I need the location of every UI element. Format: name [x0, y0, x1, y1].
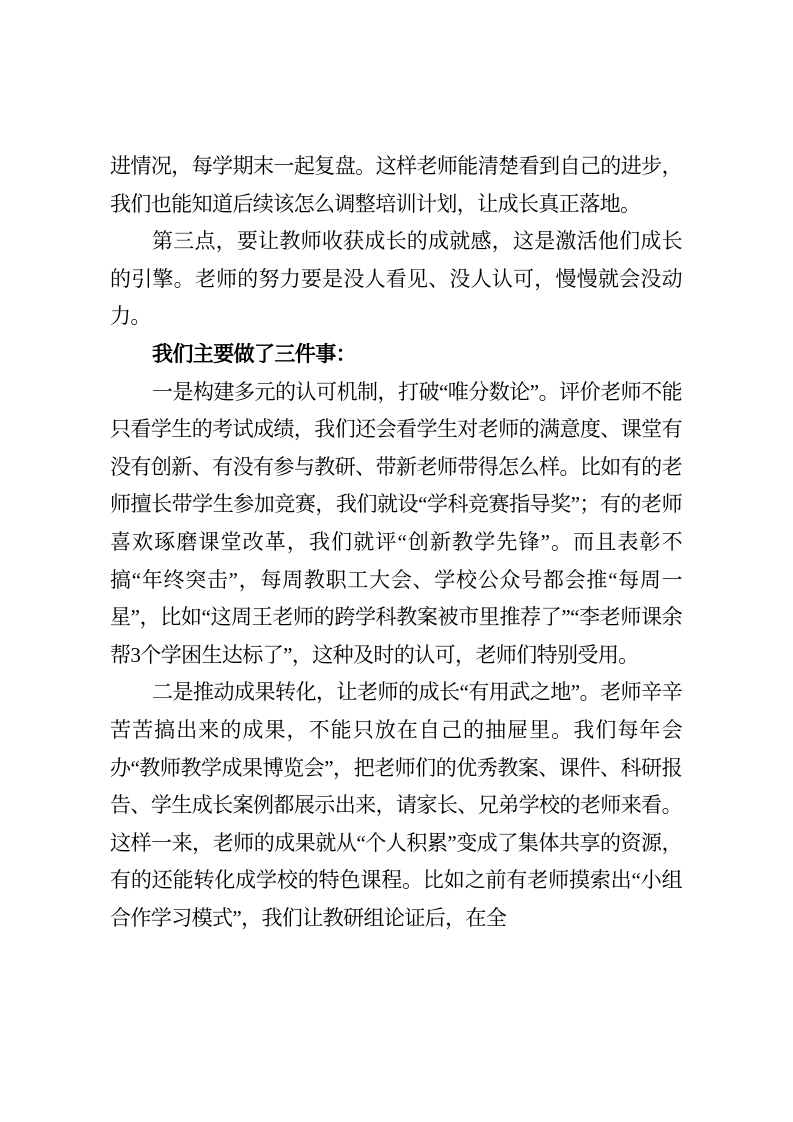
paragraph-heading-three-things: 我们主要做了三件事： — [152, 341, 356, 366]
paragraph-continuation: 进情况，每学期末一起复盘。这样老师能清楚看到自己的进步，我们也能知道后续该怎么调整培训计划，让成长真正落地。 — [110, 154, 682, 216]
paragraph-first-measure: 一是构建多元的认可机制，打破“唯分数论”。评价老师不能只看学生的考试成绩，我们还会看学生对老师的满意度、课堂有没有创新、有没有参与教研、带新老师带得怎么样。比如有的老师擅长带学生参加竞赛，我们就设“学科竞赛指导奖”；有的老师喜欢琢磨课堂改革，我们就评“创新教学先锋”。而且表彰不搞“年终突击”，每周教职工大会、学校公众号都会推“每周一星”，比如“这周王老师的跨学科教案被市里推荐了”“李老师课余帮3个学困生达标了”，这种及时的认可，老师们特别受用。 — [110, 379, 682, 667]
paragraph-third-point: 第三点，要让教师收获成长的成就感，这是激活他们成长的引擎。老师的努力要是没人看见、没人认可，慢慢就会没动力。 — [110, 229, 682, 329]
document-body — [110, 148, 682, 937]
paragraph-second-measure: 二是推动成果转化，让老师的成长“有用武之地”。老师辛辛苦苦搞出来的成果，不能只放在自己的抽屉里。我们每年会办“教师教学成果博览会”，把老师们的优秀教案、课件、科研报告、学生成长案例都展示出来，请家长、兄弟学校的老师来看。这样一来，老师的成果就从“个人积累”变成了集体共享的资源，有的还能转化成学校的特色课程。比如之前有老师摸索出“小组合作学习模式”，我们让教研组论证后，在全 — [110, 680, 682, 930]
